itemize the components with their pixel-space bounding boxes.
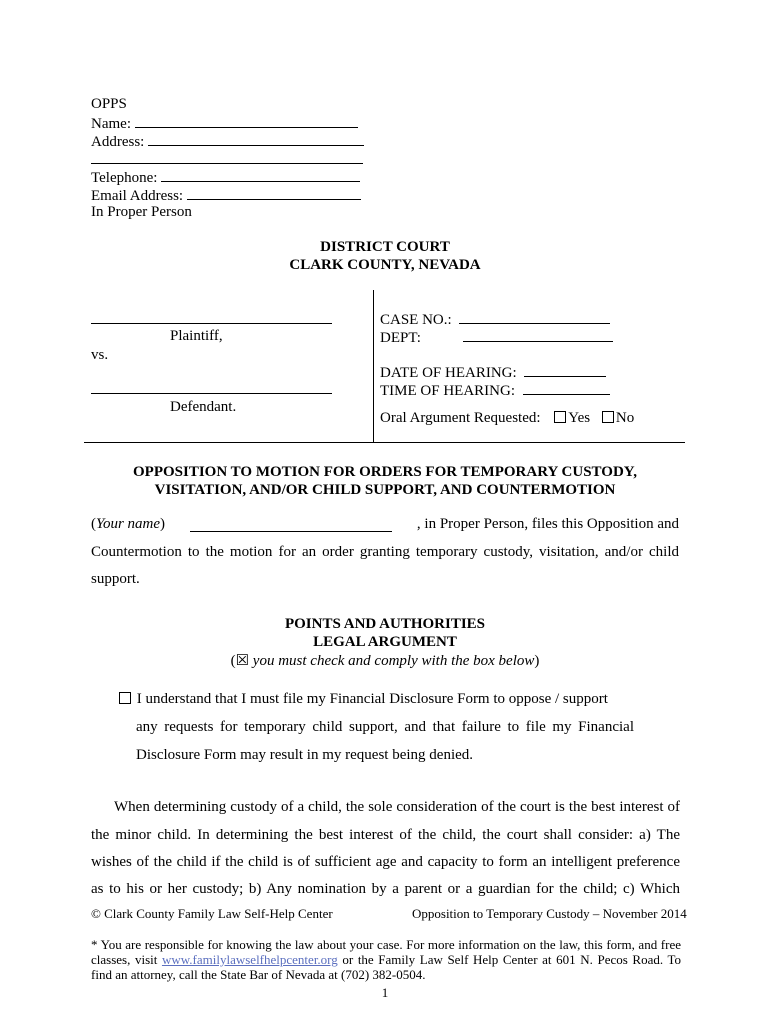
legal-argument-heading: LEGAL ARGUMENT — [313, 634, 457, 650]
hearing-date-row — [380, 362, 606, 382]
oral-argument-row — [380, 409, 634, 427]
telephone-field[interactable] — [161, 167, 360, 182]
body-line-4: as to his or her custody; b) Any nomination by a parent or a guardian for the child; c) Which — [91, 881, 680, 897]
name-row — [91, 113, 358, 133]
intro-paragraph — [91, 511, 679, 594]
footnote-text-1: * You are responsible for knowing the law about your case. For more information on the law, this form, and free classes, visit — [91, 937, 681, 967]
plaintiff-field[interactable] — [91, 323, 332, 324]
court-name: DISTRICT COURT — [320, 239, 450, 255]
case-no-field[interactable] — [459, 309, 610, 324]
intro-line-1-text: , in Proper Person, files this Opposition and — [416, 516, 679, 532]
telephone-label: Telephone: — [91, 170, 158, 186]
email-label: Email Address: — [91, 188, 184, 204]
case-no-label: CASE NO.: — [380, 312, 452, 328]
email-field[interactable] — [187, 185, 361, 200]
oral-yes-option[interactable] — [554, 410, 590, 426]
footnote-text-2: or the Family Law Self Help Center at 601 N. Pecos Road. To find an attorney, call the State Bar of Nevada at (702) 382-0504. — [91, 952, 681, 982]
instruction-text: you must check and comply with the box below — [252, 653, 535, 669]
footer-copyright: © Clark County Family Law Self-Help Center — [91, 906, 333, 921]
address-row-2 — [91, 149, 363, 169]
hearing-date-label: DATE OF HEARING: — [380, 365, 517, 381]
disclosure-checkbox[interactable] — [119, 692, 131, 704]
caption-divider — [373, 290, 374, 442]
dept-label: DEPT: — [380, 330, 421, 346]
court-county: CLARK COUNTY, NEVADA — [289, 257, 481, 273]
name-field[interactable] — [135, 113, 358, 128]
your-name-label: Your name — [96, 516, 161, 532]
self-help-link[interactable]: www.familylawselfhelpcenter.org — [161, 952, 338, 967]
dept-field[interactable] — [463, 327, 613, 342]
case-no-row — [380, 309, 610, 329]
disclosure-text-3: Disclosure Form may result in my request being denied. — [136, 747, 474, 763]
checkbox-no[interactable] — [602, 411, 614, 423]
oral-yes-label: Yes — [568, 410, 591, 426]
hearing-time-label: TIME OF HEARING: — [380, 383, 515, 399]
intro-line-1: (Your name) , in Proper Person, files this Opposition and — [91, 511, 679, 539]
email-row — [91, 185, 361, 205]
footer-form-title: Opposition to Temporary Custody – November 2014 — [412, 906, 687, 921]
oral-no-label: No — [615, 410, 635, 426]
document-title-line-2: VISITATION, AND/OR CHILD SUPPORT, AND COUNTERMOTION — [154, 482, 616, 498]
body-line-3: wishes of the child if the child is of sufficient age and capacity to form an intelligent preference — [91, 854, 680, 870]
disclosure-text-1: I understand that I must file my Financial Disclosure Form to oppose / support — [136, 691, 608, 707]
form-code: OPPS — [91, 96, 127, 112]
address-label: Address: — [91, 134, 145, 150]
address-field[interactable] — [148, 131, 364, 146]
caption-bottom-rule — [84, 442, 685, 443]
defendant-label: Defendant. — [170, 399, 237, 415]
instruction-line: (☒ you must check and comply with the box below) — [230, 653, 540, 669]
intro-line-2: Countermotion to the motion for an order granting temporary custody, visitation, and/or child — [91, 543, 679, 560]
plaintiff-label: Plaintiff, — [170, 328, 223, 344]
proper-person: In Proper Person — [91, 204, 192, 220]
intro-line-3: support. — [91, 571, 140, 587]
address-field-2[interactable] — [91, 149, 363, 164]
your-name-field[interactable] — [190, 517, 392, 532]
disclosure-item-line-1 — [119, 690, 608, 708]
name-label: Name: — [91, 116, 131, 132]
oral-no-option[interactable] — [602, 410, 634, 426]
checkbox-yes[interactable] — [554, 411, 566, 423]
hearing-time-row — [380, 380, 610, 400]
vs-label: vs. — [91, 347, 109, 363]
page-number: 1 — [381, 985, 389, 1000]
dept-row — [380, 327, 613, 347]
hearing-date-field[interactable] — [524, 362, 606, 377]
document-title-line-1: OPPOSITION TO MOTION FOR ORDERS FOR TEMPORARY CUSTODY, — [133, 464, 637, 480]
body-line-2: the minor child. In determining the best interest of the child, the court shall consider: a) The — [91, 827, 680, 843]
oral-argument-label: Oral Argument Requested: — [380, 410, 541, 426]
checked-box-icon: ☒ — [235, 653, 250, 669]
points-heading: POINTS AND AUTHORITIES — [284, 616, 486, 632]
disclosure-text-2: any requests for temporary child support, and that failure to file my Financial — [136, 719, 634, 735]
footnote — [91, 937, 681, 982]
defendant-field[interactable] — [91, 393, 332, 394]
hearing-time-field[interactable] — [523, 380, 610, 395]
body-line-1: When determining custody of a child, the sole consideration of the court is the best interest of — [114, 799, 680, 815]
address-row — [91, 131, 364, 151]
telephone-row — [91, 167, 360, 187]
